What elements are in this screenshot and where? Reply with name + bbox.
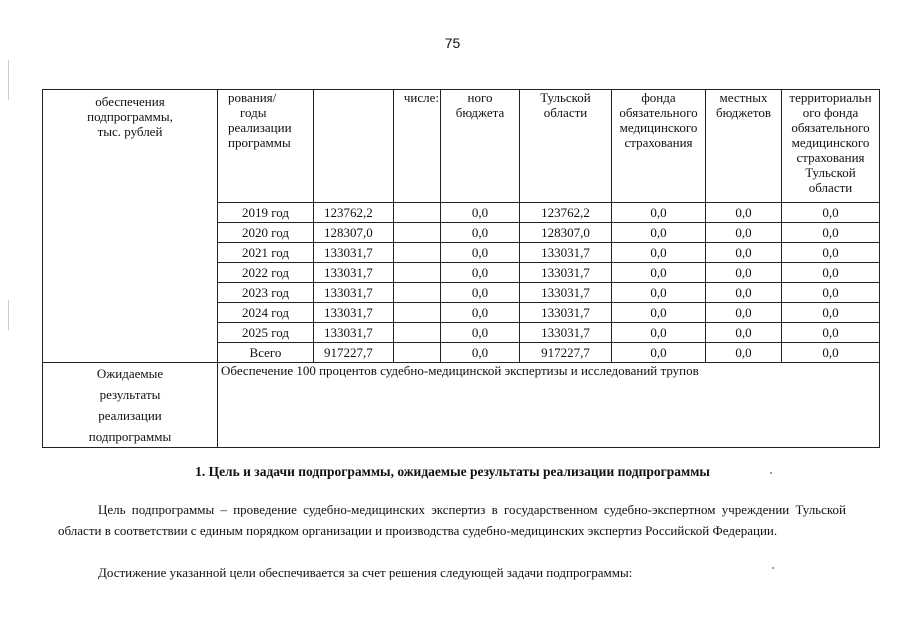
scan-edge-mark [8, 300, 9, 330]
scan-speck [770, 472, 772, 474]
regional-budget-cell: 133031,7 [520, 263, 612, 283]
header-line: ого фонда [802, 105, 859, 120]
insurance-fund-cell: 0,0 [612, 323, 706, 343]
expected-results-row [43, 363, 880, 448]
label-line: Ожидаемые [96, 366, 164, 381]
total-cell: 133031,7 [314, 303, 394, 323]
federal-budget-cell: 0,0 [441, 343, 520, 363]
total-cell: 133031,7 [314, 243, 394, 263]
territorial-fund-cell: 0,0 [782, 203, 880, 223]
territorial-fund-cell: 0,0 [782, 223, 880, 243]
header-line: медицинского [619, 120, 698, 135]
regional-budget-cell: 133031,7 [520, 243, 612, 263]
empty-cell [394, 263, 441, 283]
local-budget-cell: 0,0 [706, 223, 782, 243]
total-cell: 917227,7 [314, 343, 394, 363]
header-line: территориальн [789, 90, 872, 105]
federal-budget-cell: 0,0 [441, 223, 520, 243]
header-cell-local [706, 90, 782, 203]
header-cell-regional [520, 90, 612, 203]
federal-budget-cell: 0,0 [441, 263, 520, 283]
total-cell: 133031,7 [314, 263, 394, 283]
header-cell-fund [612, 90, 706, 203]
label-line: реализации [98, 408, 162, 423]
year-cell: 2019 год [218, 203, 314, 223]
regional-budget-cell: 917227,7 [520, 343, 612, 363]
expected-results-label [43, 363, 218, 448]
territorial-fund-cell: 0,0 [782, 243, 880, 263]
section-title: 1. Цель и задачи подпрограммы, ожидаемые результаты реализации подпрограммы [195, 464, 710, 479]
header-line: области [808, 180, 853, 195]
total-cell: 133031,7 [314, 283, 394, 303]
header-line: обязательного [791, 120, 870, 135]
header-cell-federal [441, 90, 520, 203]
insurance-fund-cell: 0,0 [612, 283, 706, 303]
header-line: фонда [641, 90, 676, 105]
local-budget-cell: 0,0 [706, 283, 782, 303]
financing-table [42, 89, 880, 448]
header-line: Тульской [540, 90, 591, 105]
federal-budget-cell: 0,0 [441, 303, 520, 323]
federal-budget-cell: 0,0 [441, 243, 520, 263]
header-line: области [543, 105, 588, 120]
empty-cell [394, 323, 441, 343]
label-line: результаты [99, 387, 161, 402]
scan-edge-mark [8, 60, 9, 100]
territorial-fund-cell: 0,0 [782, 263, 880, 283]
local-budget-cell: 0,0 [706, 343, 782, 363]
insurance-fund-cell: 0,0 [612, 203, 706, 223]
scan-speck [772, 567, 774, 569]
header-line: обязательного [619, 105, 698, 120]
empty-cell [394, 223, 441, 243]
header-line: тыс. рублей [97, 124, 163, 139]
header-line: бюджетов [715, 105, 771, 120]
local-budget-cell: 0,0 [706, 303, 782, 323]
regional-budget-cell: 133031,7 [520, 323, 612, 343]
insurance-fund-cell: 0,0 [612, 223, 706, 243]
empty-cell [394, 343, 441, 363]
page-number: 75 [444, 35, 461, 51]
year-cell: 2025 год [218, 323, 314, 343]
header-cell-territorial [782, 90, 880, 203]
header-line: Тульской [805, 165, 856, 180]
header-cell-purpose [43, 90, 218, 363]
empty-cell [394, 283, 441, 303]
header-cell-years [218, 90, 314, 203]
territorial-fund-cell: 0,0 [782, 343, 880, 363]
territorial-fund-cell: 0,0 [782, 323, 880, 343]
header-cell-total [314, 90, 394, 203]
year-cell: 2021 год [218, 243, 314, 263]
year-cell: 2020 год [218, 223, 314, 243]
header-line: программы [228, 135, 291, 150]
header-line: подпрограммы, [87, 109, 173, 124]
insurance-fund-cell: 0,0 [612, 343, 706, 363]
year-cell: 2023 год [218, 283, 314, 303]
header-line: страхования [624, 135, 693, 150]
federal-budget-cell: 0,0 [441, 283, 520, 303]
empty-cell [394, 303, 441, 323]
insurance-fund-cell: 0,0 [612, 243, 706, 263]
empty-cell [394, 203, 441, 223]
header-line: медицинского [791, 135, 870, 150]
header-line: местных [719, 90, 768, 105]
paragraph-achievement: Достижение указанной цели обеспечивается за счет решения следующей задачи подпрограммы: [98, 565, 633, 580]
expected-results-text: Обеспечение 100 процентов судебно-медицинской экспертизы и исследований трупов [218, 363, 880, 448]
year-cell: 2024 год [218, 303, 314, 323]
label-line: подпрограммы [88, 429, 172, 444]
territorial-fund-cell: 0,0 [782, 283, 880, 303]
total-cell: 128307,0 [314, 223, 394, 243]
regional-budget-cell: 133031,7 [520, 283, 612, 303]
year-cell: Всего [218, 343, 314, 363]
header-line: числе: [403, 90, 439, 105]
insurance-fund-cell: 0,0 [612, 263, 706, 283]
total-cell: 123762,2 [314, 203, 394, 223]
total-cell: 133031,7 [314, 323, 394, 343]
header-cell-including [394, 90, 441, 203]
header-line: ного [467, 90, 493, 105]
header-line: обеспечения [95, 94, 165, 109]
header-line: страхования [796, 150, 865, 165]
header-line: годы [240, 105, 267, 120]
header-line: рования/ [228, 90, 277, 105]
local-budget-cell: 0,0 [706, 323, 782, 343]
paragraph-goal: Цель подпрограммы – проведение судебно-медицинских экспертиз в государственном судебно-экспертном учреждении Тульской области в соответствии с единым порядком организации и производства судебно-медицинских экспертиз Российской Федерации. [58, 502, 846, 538]
table-header-row [43, 90, 880, 203]
regional-budget-cell: 123762,2 [520, 203, 612, 223]
federal-budget-cell: 0,0 [441, 203, 520, 223]
local-budget-cell: 0,0 [706, 263, 782, 283]
federal-budget-cell: 0,0 [441, 323, 520, 343]
header-line: реализации [228, 120, 292, 135]
local-budget-cell: 0,0 [706, 203, 782, 223]
territorial-fund-cell: 0,0 [782, 303, 880, 323]
local-budget-cell: 0,0 [706, 243, 782, 263]
empty-cell [394, 243, 441, 263]
regional-budget-cell: 133031,7 [520, 303, 612, 323]
header-line: бюджета [455, 105, 505, 120]
year-cell: 2022 год [218, 263, 314, 283]
insurance-fund-cell: 0,0 [612, 303, 706, 323]
regional-budget-cell: 128307,0 [520, 223, 612, 243]
